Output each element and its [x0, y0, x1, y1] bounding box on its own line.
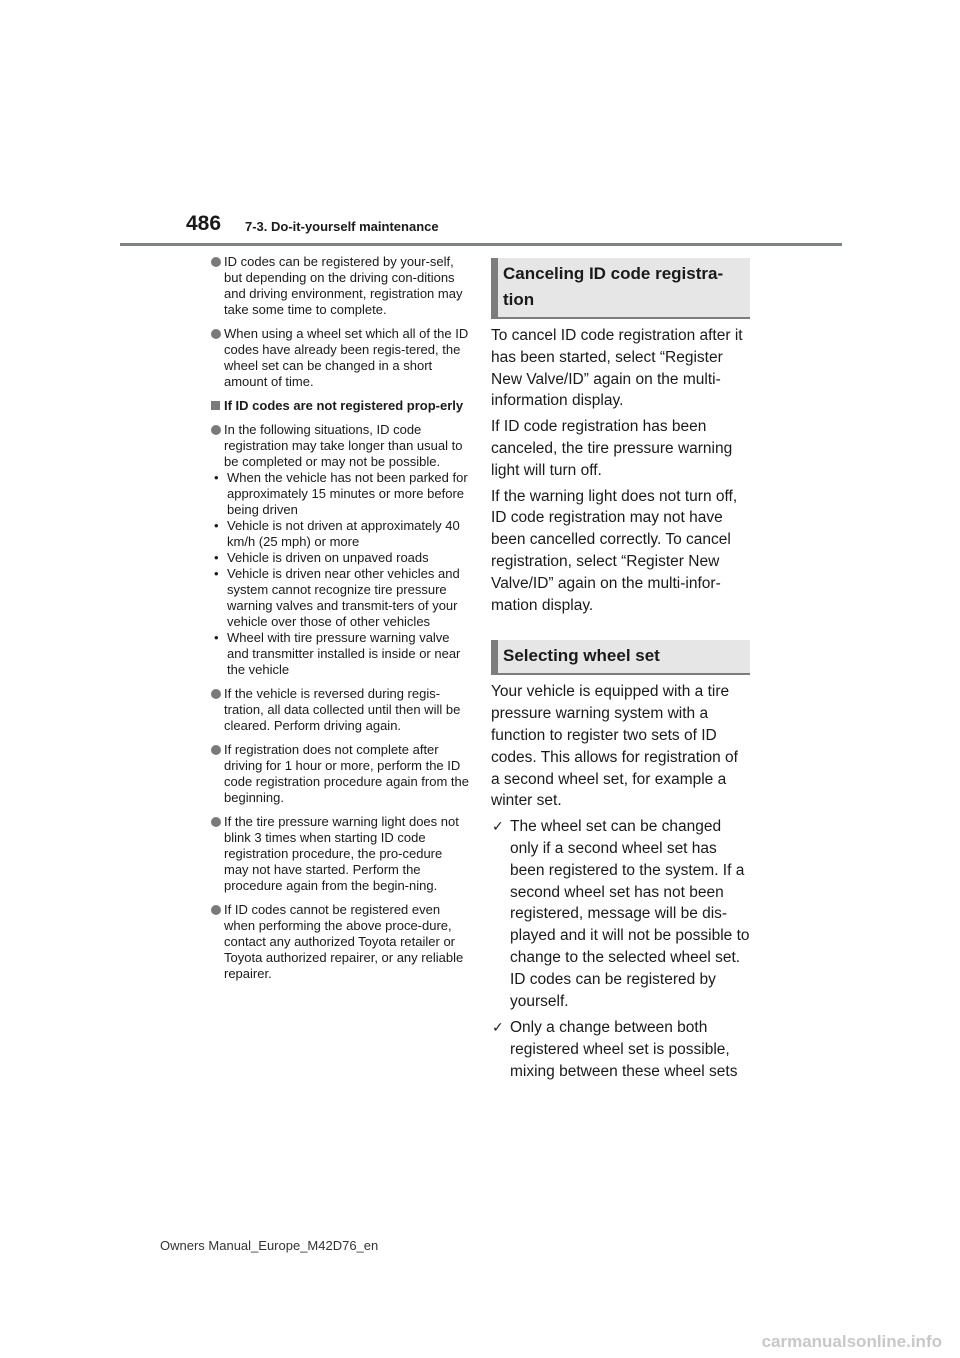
page-number: 486: [186, 212, 222, 235]
check-item: ✓ The wheel set can be changed only if a second wheel set has been registered to the system. If a second wheel set has not been registered, message will be dis-played and it will not be possible to change to the selected wheel set. ID codes can be registered by yourself.: [492, 818, 750, 1010]
footer-doc-id: Owners Manual_Europe_M42D76_en: [160, 1238, 379, 1253]
bullet-circle-icon: [211, 905, 221, 915]
bullet-item: If registration does not complete after driving for 1 hour or more, perform the ID code registration procedure again from the beginning.: [211, 742, 469, 806]
subheading: If ID codes are not registered prop-erly: [211, 398, 469, 414]
header-rule: [120, 243, 842, 246]
paragraph: If the warning light does not turn off, ID code registration may not have been cancelled correctly. To cancel registration, select “Register New Valve/ID” again on the multi-infor-mation display.: [491, 487, 738, 614]
paragraph: If ID code registration has been canceled, the tire pressure warning light will turn off.: [491, 418, 733, 479]
bullet-circle-icon: [211, 257, 221, 267]
bullet-item: In the following situations, ID code registration may take longer than usual to be completed or may not be possible. • When the vehicle has not been parked for approximately 15 minutes or more before being driven • Vehicle is not driven at approximately 40 km/h (25 mph) or more • Vehicle is driven on unpaved roads • Vehicle is driven near other vehicles and system cannot recognize tire pressure warning valves and transmit-ters of your vehicle over those of other vehicles • Wheel with tire pressure warning valve and transmitter installed is inside or near the vehicle: [211, 422, 469, 678]
square-marker-icon: [211, 401, 220, 410]
bullet-item: If the vehicle is reversed during regis-tration, all data collected until then will be cleared. Perform driving again.: [211, 686, 469, 734]
bullet-item: ID codes can be registered by your-self, but depending on the driving con-ditions and driving environment, registration may take some time to complete.: [211, 254, 469, 318]
paragraph: To cancel ID code registration after it has been started, select “Register New Valve/ID” again on the multi-information display.: [491, 327, 743, 410]
list-item: • Wheel with tire pressure warning valve and transmitter installed is inside or near the vehicle: [214, 630, 461, 677]
left-column: [211, 254, 469, 990]
bullet-item: When using a wheel set which all of the ID codes have already been regis-tered, the wheel set can be changed in a short amount of time.: [211, 326, 469, 390]
watermark: carmanualsonline.info: [761, 1332, 942, 1351]
bullet-circle-icon: [211, 329, 221, 339]
list-item: • Vehicle is driven on unpaved roads: [214, 550, 429, 565]
right-column: [491, 258, 750, 1088]
list-item: • Vehicle is driven near other vehicles and system cannot recognize tire pressure warning valves and transmit-ters of your vehicle over those of other vehicles: [214, 566, 460, 629]
check-item: ✓ Only a change between both registered wheel set is possible, mixing between these wheel sets: [492, 1019, 738, 1080]
bullet-circle-icon: [211, 689, 221, 699]
bullet-circle-icon: [211, 425, 221, 435]
list-item: • Vehicle is not driven at approximately 40 km/h (25 mph) or more: [214, 518, 460, 549]
bullet-circle-icon: [211, 745, 221, 755]
checkmark-icon: ✓: [492, 818, 504, 835]
situation-list: [214, 470, 469, 678]
bullet-item: If the tire pressure warning light does not blink 3 times when starting ID code registration procedure, the pro-cedure may not have started. Perform the procedure again from the begin-ning.: [211, 814, 469, 894]
list-item: • When the vehicle has not been parked for approximately 15 minutes or more before being driven: [214, 470, 468, 517]
section-title: 7-3. Do-it-yourself maintenance: [245, 219, 439, 234]
bullet-circle-icon: [211, 817, 221, 827]
checkmark-icon: ✓: [492, 1019, 504, 1036]
paragraph: Your vehicle is equipped with a tire pressure warning system with a function to register two sets of ID codes. This allows for registration of a second wheel set, for example a winter set.: [491, 683, 738, 810]
bullet-item: If ID codes cannot be registered even when performing the above proce-dure, contact any authorized Toyota retailer or Toyota authorized repairer, or any reliable repairer.: [211, 902, 469, 982]
cancel-heading: Canceling ID code registra-tion: [491, 258, 750, 319]
wheel-set-heading: Selecting wheel set: [491, 640, 750, 675]
